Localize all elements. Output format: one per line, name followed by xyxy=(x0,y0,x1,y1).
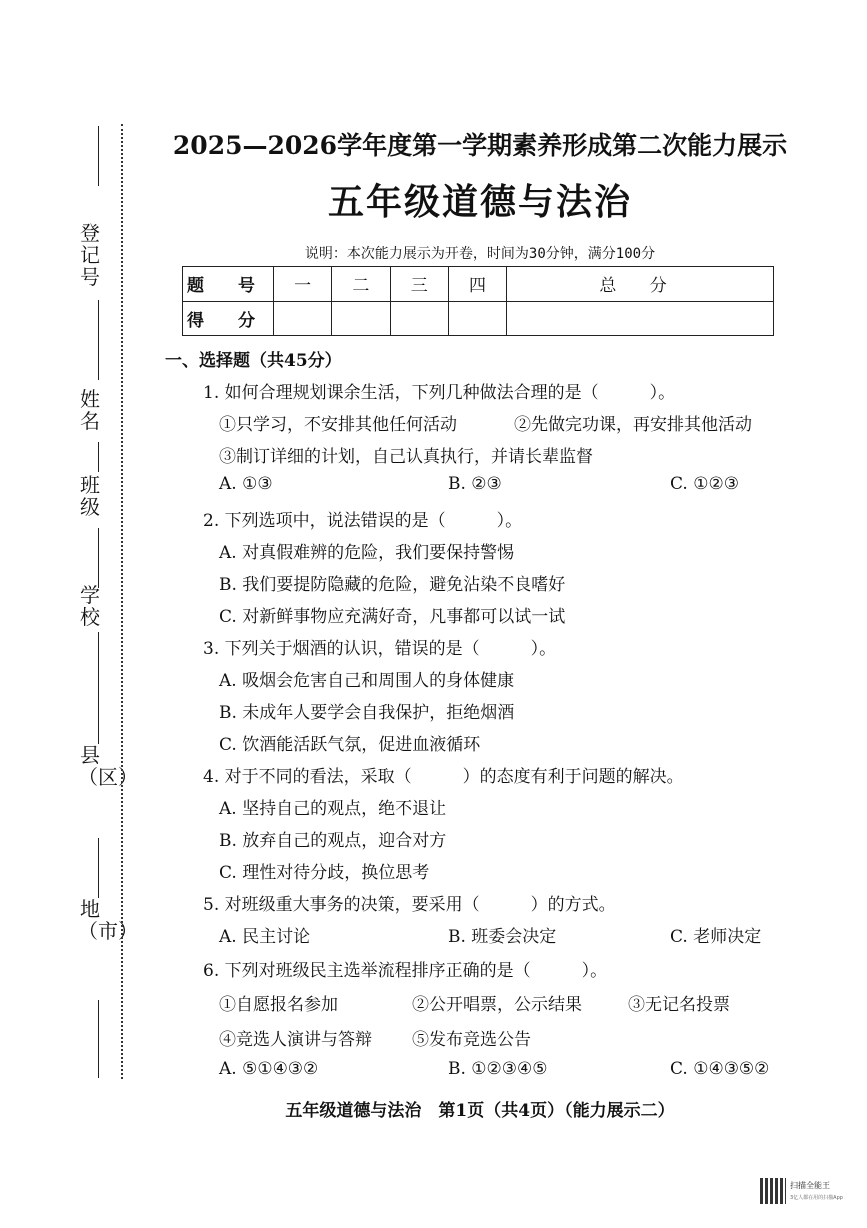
score-cell-4[interactable] xyxy=(448,301,506,336)
q3-option-b[interactable]: B. 未成年人要学会自我保护，拒绝烟酒 xyxy=(219,703,515,723)
question-4: 4. 对于不同的看法，采取（ ）的态度有利于问题的解决。 xyxy=(203,767,684,787)
qr-code-icon xyxy=(760,1178,786,1204)
q3-option-a[interactable]: A. 吸烟会危害自己和周围人的身体健康 xyxy=(219,671,515,691)
q5-option-b[interactable]: B. 班委会决定 xyxy=(448,927,557,947)
page-footer: 五年级道德与法治 第1页（共4页）（能力展示二） xyxy=(285,1101,675,1121)
score-table-score-row xyxy=(183,301,774,336)
q1-option-b[interactable]: B. ②③ xyxy=(448,474,502,494)
score-table-header-row xyxy=(183,267,774,302)
q6-statement-2: ②公开唱票，公示结果 xyxy=(412,995,582,1015)
exam-note: 说明：本次能力展示为开卷，时间为30分钟，满分100分 xyxy=(304,246,656,262)
score-col-4: 四 xyxy=(448,267,506,302)
cut-line xyxy=(121,124,123,1079)
label-name: 姓名 xyxy=(80,387,100,433)
q1-statement-3: ③制订详细的计划，自己认真执行，并请长辈监督 xyxy=(219,447,593,467)
score-table xyxy=(182,266,774,336)
line-class xyxy=(98,442,99,472)
q1-statement-1: ①只学习，不安排其他任何活动 xyxy=(219,415,457,435)
q1-statement-2: ②先做完功课，再安排其他活动 xyxy=(514,415,752,435)
scanner-watermark xyxy=(760,1176,850,1212)
scanner-app-name: 扫描全能王 xyxy=(790,1181,830,1190)
q5-option-c[interactable]: C. 老师决定 xyxy=(670,927,762,947)
line-school xyxy=(98,528,99,588)
scanner-app-slogan: 3亿人都在用的扫描App xyxy=(790,1195,843,1201)
q6-option-a[interactable]: A. ⑤①④③② xyxy=(219,1059,319,1079)
q6-statement-3: ③无记名投票 xyxy=(628,995,730,1015)
q6-statement-1: ①自愿报名参加 xyxy=(219,995,338,1015)
line-bottom xyxy=(98,1000,99,1078)
q2-option-c[interactable]: C. 对新鲜事物应充满好奇，凡事都可以试一试 xyxy=(219,607,566,627)
q5-option-a[interactable]: A. 民主讨论 xyxy=(219,927,311,947)
score-cell-total[interactable] xyxy=(507,301,774,336)
question-6: 6. 下列对班级民主选举流程排序正确的是（ ）。 xyxy=(203,961,608,981)
question-3: 3. 下列关于烟酒的认识，错误的是（ ）。 xyxy=(203,639,557,659)
q6-statement-4: ④竞选人演讲与答辩 xyxy=(219,1030,372,1050)
question-1: 1. 如何合理规划课余生活，下列几种做法合理的是（ ）。 xyxy=(203,383,676,403)
subject-title: 五年级道德与法治 xyxy=(327,181,632,223)
q3-option-c[interactable]: C. 饮酒能活跃气氛，促进血液循环 xyxy=(219,735,481,755)
line-county xyxy=(98,632,99,744)
score-cell-3[interactable] xyxy=(390,301,448,336)
q6-option-c[interactable]: C. ①④③⑤② xyxy=(670,1059,770,1079)
q2-option-a[interactable]: A. 对真假难辨的危险，我们要保持警惕 xyxy=(219,543,515,563)
score-cell-1[interactable] xyxy=(274,301,332,336)
score-col-1: 一 xyxy=(274,267,332,302)
score-col-3: 三 xyxy=(390,267,448,302)
label-school: 学校 xyxy=(80,583,100,629)
question-5: 5. 对班级重大事务的决策，要采用（ ）的方式。 xyxy=(203,895,616,915)
q4-option-a[interactable]: A. 坚持自己的观点，绝不退让 xyxy=(219,799,447,819)
q4-option-c[interactable]: C. 理性对待分歧，换位思考 xyxy=(219,863,430,883)
q1-option-c[interactable]: C. ①②③ xyxy=(670,474,739,494)
q6-option-b[interactable]: B. ①②③④⑤ xyxy=(448,1059,548,1079)
label-class: 班级 xyxy=(80,473,100,519)
label-registration: 登记号 xyxy=(80,221,100,289)
line-registration xyxy=(98,126,99,186)
binding-strip xyxy=(0,0,138,1228)
score-col-2: 二 xyxy=(332,267,390,302)
score-header-label: 题 号 xyxy=(183,267,274,302)
q4-option-b[interactable]: B. 放弃自己的观点，迎合对方 xyxy=(219,831,447,851)
score-col-total: 总 分 xyxy=(507,267,774,302)
line-city xyxy=(98,838,99,898)
q6-statement-5: ⑤发布竞选公告 xyxy=(412,1030,531,1050)
label-county: 县（区） xyxy=(78,743,138,789)
score-row-label: 得 分 xyxy=(183,301,274,336)
line-name xyxy=(98,300,99,380)
question-2: 2. 下列选项中，说法错误的是（ ）。 xyxy=(203,511,523,531)
label-city: 地（市） xyxy=(78,897,138,943)
q2-option-b[interactable]: B. 我们要提防隐藏的危险，避免沾染不良嗜好 xyxy=(219,575,566,595)
section-title: 一、选择题（共45分） xyxy=(165,351,342,371)
q1-option-a[interactable]: A. ①③ xyxy=(219,474,273,494)
score-cell-2[interactable] xyxy=(332,301,390,336)
exam-title: 2025—2026学年度第一学期素养形成第二次能力展示 xyxy=(172,131,788,160)
